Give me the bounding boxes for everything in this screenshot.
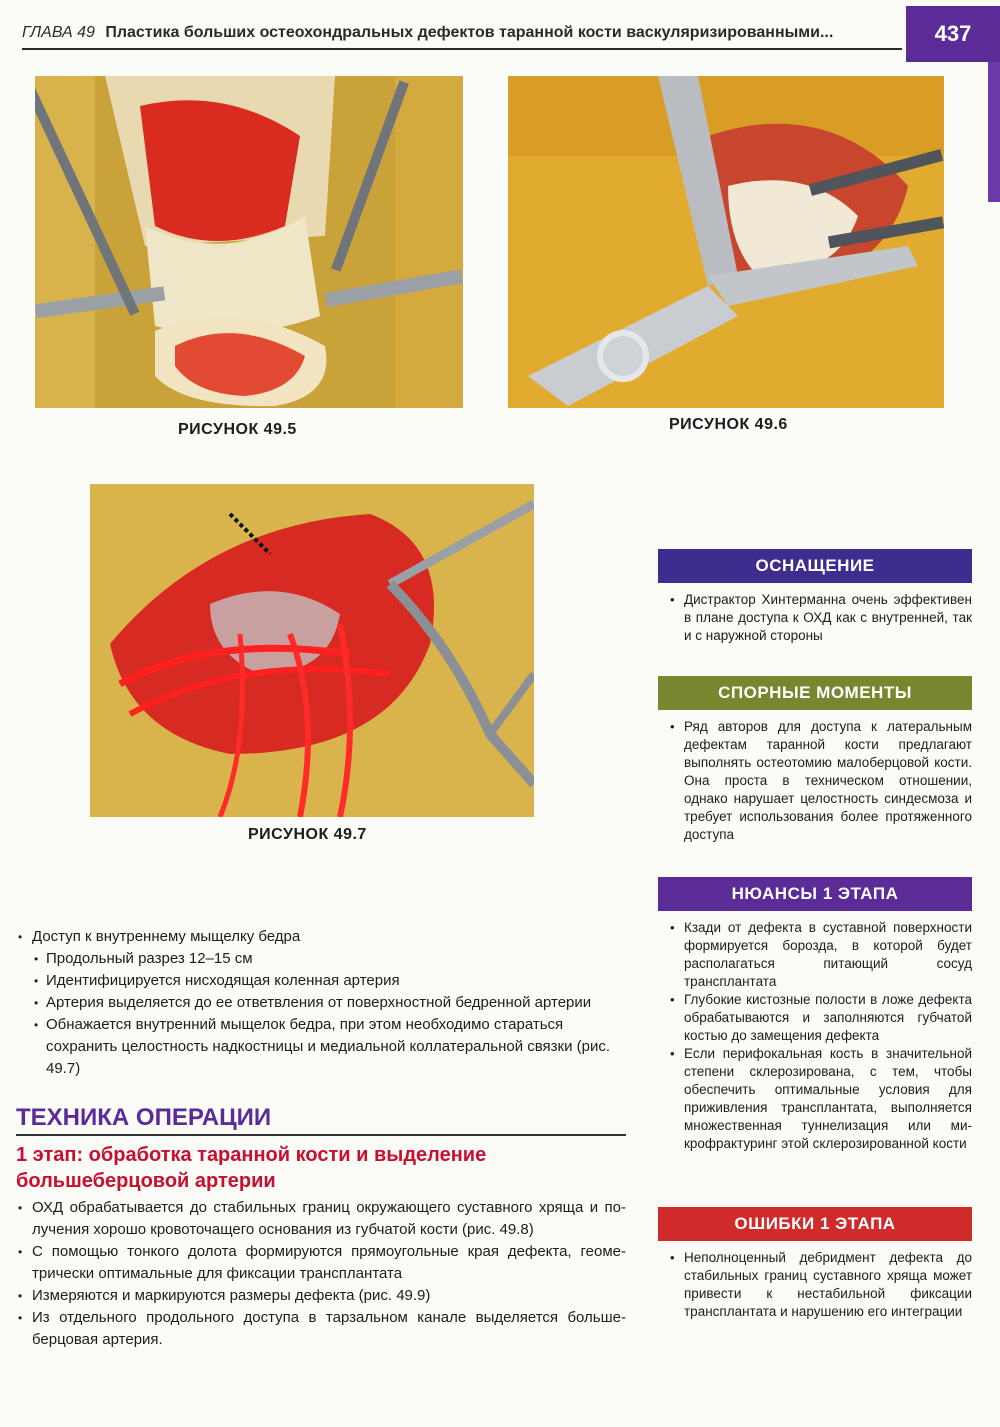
edge-tab <box>988 62 1000 202</box>
sidebox-equipment-title: ОСНАЩЕНИЕ <box>658 549 972 583</box>
list-item: • Если перифокальная кость в значительной степени склерозирована, с тем, чтобы обеспечить оптимальные условия для приживления трансплантата, выполняется множественная туннелизация или микрофрактуринг этой склерозированной кости <box>658 1045 972 1153</box>
sidebox-equipment <box>658 549 972 645</box>
figure-49-6-caption: РИСУНОК 49.6 <box>669 416 788 433</box>
figure-49-5-photo <box>35 76 463 408</box>
sidebox-nuances-list <box>658 919 972 1153</box>
page-header <box>0 0 1000 62</box>
figure-49-6-photo <box>508 76 944 408</box>
sidebox-controversies-title: СПОРНЫЕ МОМЕНТЫ <box>658 676 972 710</box>
sidebox-errors-list <box>658 1249 972 1321</box>
list-item: • ОХД обрабатывается до стабильных границ окружающего суставного хряща и получения хорошо кровоточащего основания из губчатой кости (рис. 49.8) <box>16 1197 626 1241</box>
list-item: • Идентифицируется нисходящая коленная артерия <box>16 970 628 992</box>
sidebox-controversies <box>658 676 972 844</box>
chapter-title: Пластика больших остеохондральных дефектов таранной кости васкуляризированными... <box>105 24 834 41</box>
list-item: • Неполноценный дебридмент дефекта до стабильных границ суставного хряща может привести к нестабильной фиксации трансплантата и нарушению его интеграции <box>658 1249 972 1321</box>
list-item: • Измеряются и маркируются размеры дефекта (рис. 49.9) <box>16 1285 626 1307</box>
section-title: ТЕХНИКА ОПЕРАЦИИ <box>16 1104 272 1131</box>
page-number: 437 <box>906 6 1000 62</box>
figure-49-7-photo <box>90 484 534 817</box>
list-item: • Кзади от дефекта в суставной поверхности формируется борозда, в которой будет располагаться питающий сосуд трансплантата <box>658 919 972 991</box>
list-item: • Из отдельного продольного доступа в тарзальном канале выделяется большеберцовая артерия. <box>16 1307 626 1351</box>
sidebox-controversies-list <box>658 718 972 844</box>
sidebox-errors-title: ОШИБКИ 1 ЭТАПА <box>658 1207 972 1241</box>
list-item: • С помощью тонкого долота формируются прямоугольные края дефекта, геометрически оптимальные для фиксации трансплантата <box>16 1241 626 1285</box>
section-rule <box>16 1134 626 1136</box>
sidebox-errors-stage-1 <box>658 1207 972 1321</box>
figure-49-7-caption: РИСУНОК 49.7 <box>248 826 367 843</box>
list-item: • Глубокие кистозные полости в ложе дефекта обрабатываются и заполняются губчатой костью до замещения дефекта <box>658 991 972 1045</box>
list-item: • Обнажается внутренний мыщелок бедра, при этом необходимо стараться сохранить целостность надкостницы и медиальной коллатеральной связки (рис. 49.7) <box>16 1014 628 1080</box>
list-item: • Ряд авторов для доступа к латеральным дефектам таранной кости предлагают выполнять остеотомию малоберцовой кости. Она проста в техническом отношении, однако нарушает целостность синдесмоза и требует использования более протяженного доступа <box>658 718 972 844</box>
sidebox-equipment-list <box>658 591 972 645</box>
running-head <box>22 24 882 42</box>
list-item: • Продольный разрез 12–15 см <box>16 948 628 970</box>
list-item: • Доступ к внутреннему мыщелку бедра <box>16 926 628 948</box>
sidebox-nuances-title: НЮАНСЫ 1 ЭТАПА <box>658 877 972 911</box>
chapter-label: ГЛАВА 49 <box>22 24 95 41</box>
stage-1-steps <box>16 1197 626 1351</box>
subsection-title: 1 этап: обработка таранной кости и выделение большеберцовой артерии <box>16 1144 487 1192</box>
access-list <box>16 926 628 1080</box>
figure-49-5-caption: РИСУНОК 49.5 <box>178 421 297 438</box>
list-item: • Артерия выделяется до ее ответвления от поверхностной бедренной артерии <box>16 992 628 1014</box>
list-item: • Дистрактор Хинтерманна очень эффективен в плане доступа к ОХД как с внутренней, так и с наружной стороны <box>658 591 972 645</box>
sidebox-nuances-stage-1 <box>658 877 972 1153</box>
header-rule <box>22 48 902 50</box>
